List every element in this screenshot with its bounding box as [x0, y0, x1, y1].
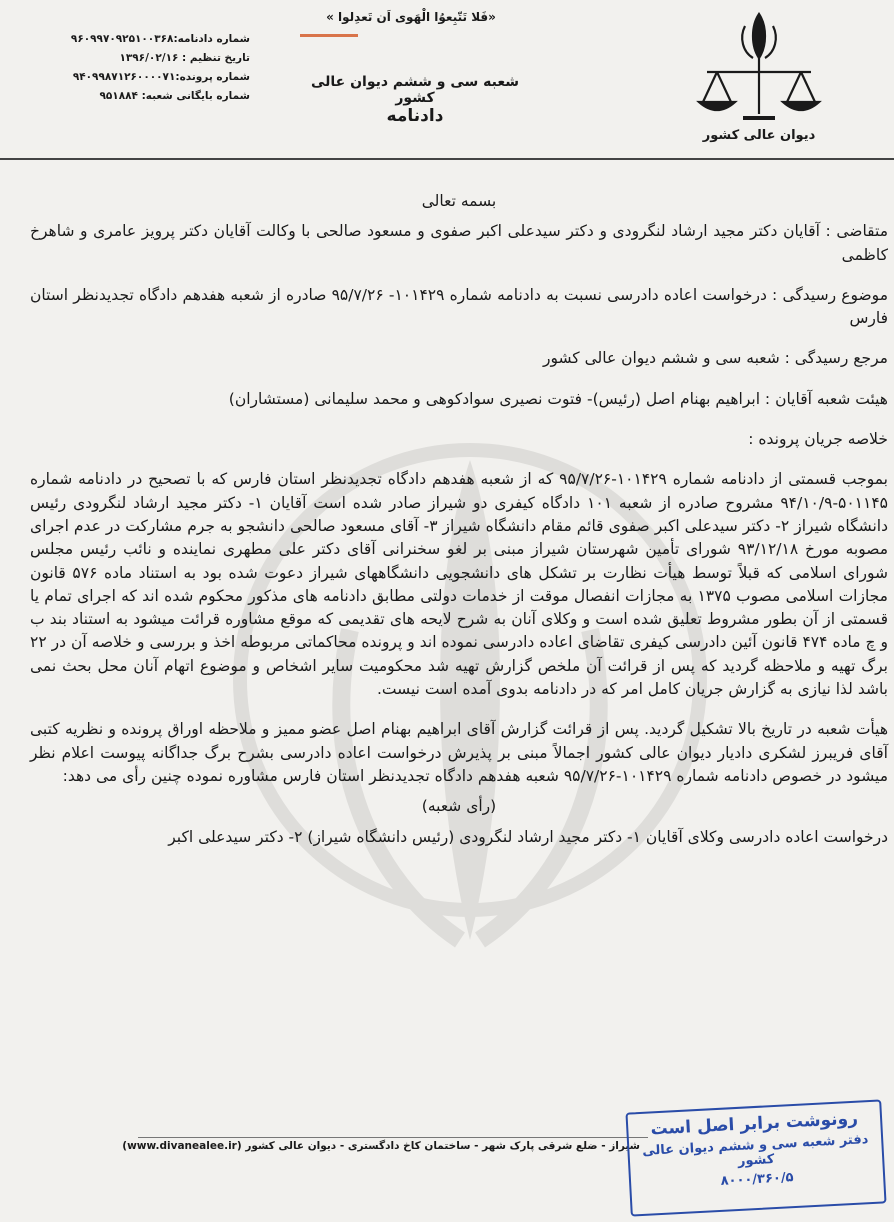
- document-metadata: [50, 30, 250, 106]
- archive-number: شماره بایگانی شعبه: ۹۵۱۸۸۴: [99, 90, 250, 102]
- footer-address: شیراز - ضلع شرقی پارک شهر - ساختمان کاخ دادگستری - دیوان عالی کشور (www.divanealee.ir): [122, 1140, 640, 1152]
- stamp-title: رونوشت برابر اصل است: [650, 1108, 859, 1140]
- court-emblem-block: [684, 6, 834, 143]
- subject-paragraph: موضوع رسیدگی : درخواست اعاده دادرسی نسبت به دادنامه شماره ۱۰۱۴۲۹- ۹۵/۷/۲۶ صادره از شعبه هفدهم دادگاه تجدیدنظر استان فارس: [30, 285, 888, 328]
- certified-copy-stamp: [625, 1099, 886, 1216]
- stamp-office: دفتر شعبه سی و ششم دیوان عالی کشور: [641, 1132, 869, 1169]
- header-verse: «فَلا تَتّبِعوُا الْهَوی اَن تَعدِلوا »: [326, 10, 496, 24]
- applicants-paragraph: متقاضی : آقایان دکتر مجید ارشاد لنگرودی و دکتر سیدعلی اکبر صفوی و مسعود صالحی با وکالت آقایان دکتر پرویز عامری و شاهرخ کاظمی: [30, 222, 888, 264]
- authority-paragraph: مرجع رسیدگی : شعبه سی و ششم دیوان عالی کشور: [542, 349, 888, 368]
- decorative-line: [300, 34, 358, 37]
- panel-paragraph: هیئت شعبه آقایان : ابراهیم بهنام اصل (رئیس)- فتوت نصیری سوادکوهی و محمد سلیمانی (مستشاران): [228, 389, 888, 408]
- header-divider: [0, 158, 894, 160]
- scales-of-justice-icon: [693, 6, 825, 126]
- verdict-number: شماره دادنامه:۹۶۰۹۹۷۰۹۲۵۱۰۰۳۶۸: [70, 33, 250, 45]
- issue-date: تاریخ تنظیم : ۱۳۹۶/۰۲/۱۶: [119, 52, 250, 64]
- summary-heading: خلاصه جریان پرونده :: [748, 430, 888, 449]
- invocation: بسمه تعالی: [421, 192, 497, 210]
- court-branch-name: شعبه سی و ششم دیوان عالی کشور: [310, 74, 520, 106]
- summary-paragraph: بموجب قسمتی از دادنامه شماره ۱۰۱۴۲۹-۹۵/۷/۲۶ که از شعبه هفدهم دادگاه تجدیدنظر استان فارس که با تصحیح در دادنامه شماره ۵۰۱۱۴۵-۹۴/۱۰/۹ مشروح صادره از شعبه ۱۰۱ دادگاه کیفری دو شیراز صادر شده است آقایان ۱- دکتر مجید ارشاد لنگرودی رئیس دانشگاه شیراز ۲- دکتر سیدعلی اکبر صفوی قائم مقام دانشگاه شیراز ۳- آقای مسعود صالحی دانشجو به جرم مشارکت در عدم اجرای مصوبه مورخ ۹۳/۱۲/۱۸ شورای تأمین شهرستان شیراز مبنی بر لغو سخنرانی آقای دکتر علی مطهری نماینده و نائب رئیس مجلس شورای اسلامی که قبلاً توسط هیأت نظارت بر تشکل های دانشجویی دانشگاههای شیراز دعوت شده بود به استناد ماده ۵۷۶ قانون مجازات اسلامی مصوب ۱۳۷۵ به مجازات انفصال موقت از خدمات دولتی مطابق دادنامه های مذکور محکوم شده اند که اجرای تمام یا قسمتی از آن بطور مشروط تعلیق شده است و وکلای آنان به شرح لایحه های تقدیمی که موقع مشاوره قرائت میشود به استناد بند ب و چ ماده ۴۷۴ قانون آئین دادرسی کیفری تقاضای اعاده دادرسی نموده اند و پرونده محاکماتی مربوطه اخذ و بررسی و خلاصه آن در ۲۲ برگ تهیه و ملاحظه گردید که پس از قرائت آن ملخص گزارش تهیه شد محکومیت سایر اشخاص و موضوع اتهام آنان محل بحث نمی باشد لذا نیازی به گزارش جریان کامل امر که در دادنامه بدوی آمده است نیست.: [30, 470, 888, 699]
- emblem-caption: دیوان عالی کشور: [702, 128, 816, 143]
- footer-divider: [138, 1137, 648, 1138]
- document-title: دادنامه: [386, 106, 444, 126]
- document-body: [30, 190, 888, 849]
- verdict-heading: (رأی شعبه): [421, 797, 497, 816]
- panel-session-paragraph: هیأت شعبه در تاریخ بالا تشکیل گردید. پس از قرائت گزارش آقای ابراهیم بهنام اصل عضو ممیز و ملاحظه اوراق پرونده و نظریه کتبی آقای فریبرز لشکری دادیار دیوان عالی کشور اجمالاً مبنی بر پذیرش درخواست اعاده دادرسی بشرح برگ جداگانه پیوست اعلام نظر میشود در خصوص دادنامه شماره ۱۰۱۴۲۹-۹۵/۷/۲۶ شعبه هفدهم دادگاه تجدیدنظر استان فارس مشاوره نموده چنین رأی می دهد:: [30, 720, 888, 785]
- stamp-number: ۸۰۰۰/۳۶۰/۵: [720, 1170, 794, 1189]
- verdict-paragraph: درخواست اعاده دادرسی وکلای آقایان ۱- دکتر مجید ارشاد لنگرودی (رئیس دانشگاه شیراز) ۲- دکتر سیدعلی اکبر: [168, 827, 888, 846]
- case-number: شماره پرونده:۹۴۰۹۹۸۷۱۲۶۰۰۰۰۷۱: [72, 71, 250, 83]
